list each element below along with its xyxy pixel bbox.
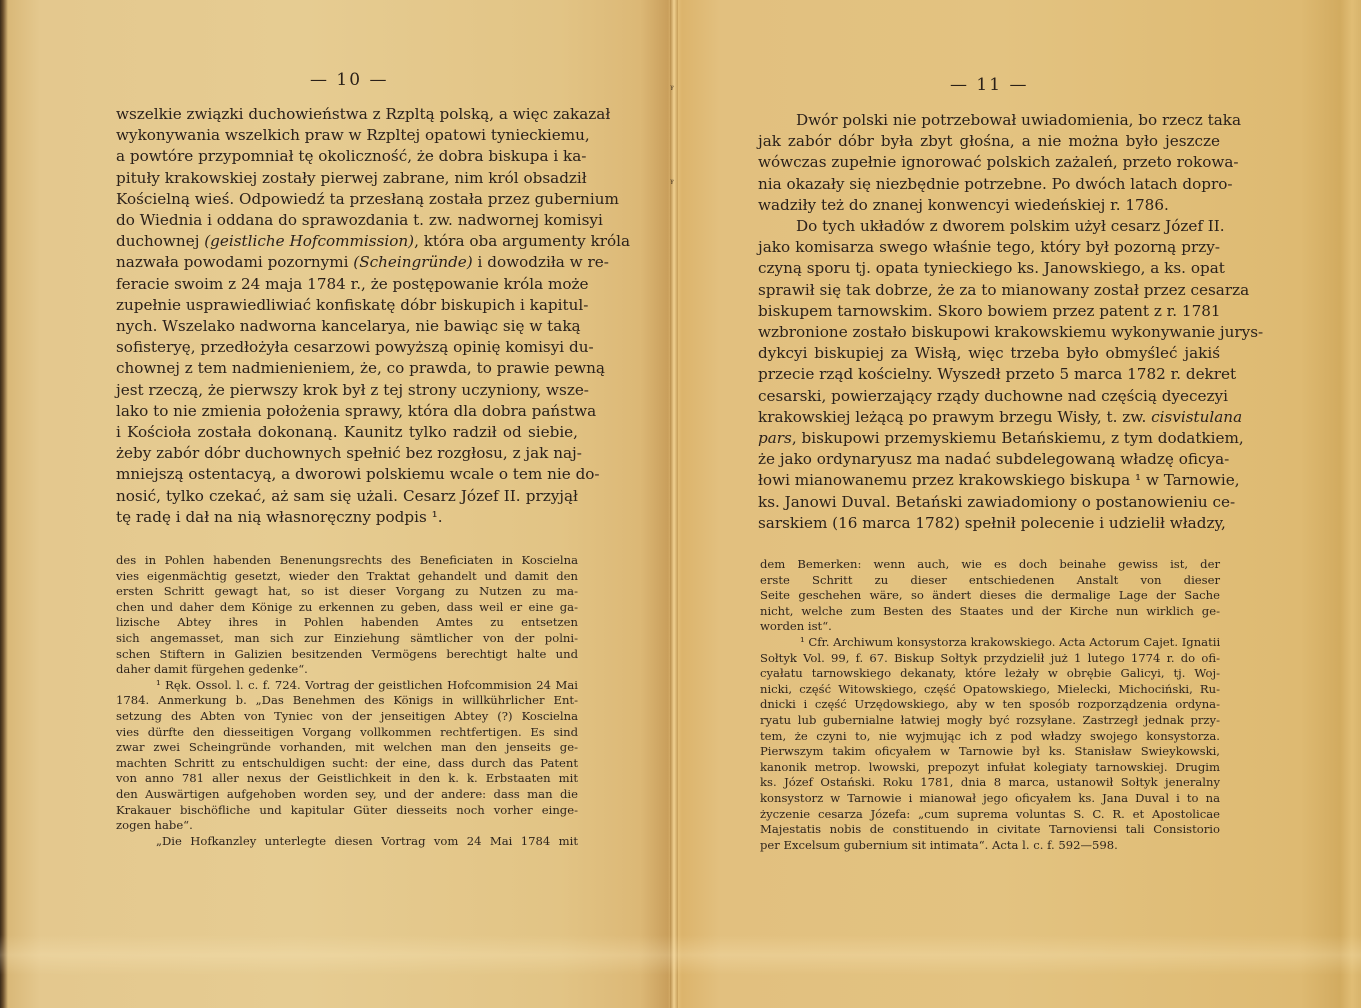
text-line: przecie rząd kościelny. Wyszedł przeto 5 marca 1782 r. dekret bbox=[758, 365, 1237, 384]
footnote-line: vies eigenmächtig gesetzt, wieder den Traktat gehandelt und damit den bbox=[116, 568, 578, 583]
footnote-line: worden ist“. bbox=[760, 619, 832, 634]
text-line: cesarski, powierzający rządy duchowne nad częścią dyecezyi bbox=[758, 386, 1228, 405]
text-line: łowi mianowanemu przez krakowskiego biskupa ¹ w Tarnowie, bbox=[758, 471, 1240, 490]
text-line: i Kościoła została dokonaną. Kaunitz tylko radził od siebie, bbox=[116, 423, 578, 442]
right-page bbox=[678, 0, 1361, 1008]
text-line: chownej z tem nadmienieniem, że, co prawda, to prawie pewną bbox=[116, 359, 605, 378]
text-line: wadziły też do znanej konwencyi wiedeńskiej r. 1786. bbox=[758, 195, 1169, 214]
text-line: jako komisarza swego właśnie tego, który był pozorną przy- bbox=[758, 238, 1220, 257]
book-gutter bbox=[670, 0, 678, 1008]
footnote-line: Pierwszym takim oficyałem w Tarnowie był ks. Stanisław Swieykowski, bbox=[760, 744, 1220, 759]
text-line: nia okazały się niezbędnie potrzebne. Po dwóch latach dopro- bbox=[758, 174, 1233, 193]
footnote-line: von anno 781 aller nexus der Geistlichkeit in den k. k. Erbstaaten mit bbox=[116, 771, 578, 786]
text-line: ks. Janowi Duval. Betański zawiadomiony o postanowieniu ce- bbox=[758, 492, 1236, 511]
text-line: a powtóre przypomniał tę okoliczność, że dobra biskupa i ka- bbox=[116, 147, 587, 166]
italic-term: cisvistulana bbox=[1151, 407, 1243, 426]
text-line: duchownej (geistliche Hofcommission), która oba argumenty króla bbox=[116, 232, 631, 251]
text-line: nosić, tylko czekać, aż sam się użali. Cesarz Józef II. przyjął bbox=[116, 486, 578, 505]
text-line: jak zabór dóbr była zbyt głośna, a nie można było jeszcze bbox=[758, 132, 1220, 151]
text-line: czyną sporu tj. opata tynieckiego ks. Janowskiego, a ks. opat bbox=[758, 259, 1225, 278]
text-line: do Wiednia i oddana do sprawozdania t. zw. nadwornej komisyi bbox=[116, 211, 603, 230]
footnote-line: dem Bemerken: wenn auch, wie es doch beinahe gewiss ist, der bbox=[760, 557, 1220, 571]
footnote-line: chen und daher dem Könige zu erkennen zu geben, dass weil er eine ga- bbox=[116, 599, 578, 614]
footnote-line: Majestatis nobis de constituendo in civitate Tarnoviensi tali Consistorio bbox=[760, 822, 1220, 837]
footnote-line: nicki, część Witowskiego, część Opatowskiego, Mielecki, Michociński, Ru- bbox=[760, 681, 1220, 696]
text-line: Do tych układów z dworem polskim użył cesarz Józef II. bbox=[796, 217, 1225, 236]
footnote-line: ¹ Cfr. Archiwum konsystorza krakowskiego. Acta Actorum Cajet. Ignatii bbox=[800, 634, 1221, 649]
footnote-line: Krakauer bischöfliche und kapitular Güter diesseits noch vorher einge- bbox=[116, 802, 578, 817]
text-line: że jako ordynaryusz ma nadać subdelegowaną władzę oficya- bbox=[758, 450, 1230, 469]
text-line: nych. Wszelako nadworna kancelarya, nie bawiąc się w taką bbox=[116, 317, 581, 336]
footnote-line: kanonik metrop. lwowski, prepozyt infułat kolegiaty tarnowskiej. Drugim bbox=[760, 759, 1220, 774]
italic-term: (geistliche Hofcommission) bbox=[204, 232, 415, 251]
text-line: sprawił się tak dobrze, że za to mianowany został przez cesarza bbox=[758, 280, 1250, 299]
binding-thread-mark: ᵞ bbox=[670, 178, 674, 189]
text-line: wykonywania wszelkich praw w Rzpltej opatowi tynieckiemu, bbox=[116, 126, 590, 145]
text-line: nazwała powodami pozornymi (Scheingründe) i dowodziła w re- bbox=[116, 253, 609, 272]
text-line: biskupem tarnowskim. Skoro bowiem przez patent z r. 1781 bbox=[758, 301, 1221, 320]
text-line: Dwór polski nie potrzebował uwiadomienia, bo rzecz taka bbox=[796, 111, 1242, 129]
footnote-line: tem, że czyni to, nie wyjmując ich z pod władzy swojego konsystorza. bbox=[760, 728, 1220, 743]
left-page bbox=[0, 0, 670, 1008]
text-line: tę radę i dał na nią własnoręczny podpis ¹. bbox=[116, 507, 443, 526]
footnotes bbox=[116, 553, 578, 849]
footnote-line: cyałatu tarnowskiego dekanaty, które leżały w obrębie Galicyi, tj. Woj- bbox=[760, 666, 1220, 681]
body-text bbox=[758, 110, 1264, 534]
footnote-line: des in Pohlen habenden Benenungsrechts des Beneficiaten in Koscielna bbox=[116, 553, 578, 567]
text-line: wzbronione zostało biskupowi krakowskiemu wykonywanie jurys- bbox=[758, 323, 1264, 342]
footnote-line: per Excelsum gubernium sit intimata“. Acta l. c. f. 592—598. bbox=[760, 837, 1118, 852]
footnote-line: setzung des Abten von Tyniec von der jenseitigen Abtey (?) Koscielna bbox=[116, 708, 578, 723]
footnote-line: lizische Abtey ihres in Pohlen habenden Amtes zu entsetzen bbox=[116, 615, 578, 630]
text-line: feracie swoim z 24 maja 1784 r., że postępowanie króla może bbox=[116, 274, 589, 293]
footnote-line: Seite geschehen wäre, so ändert dieses die dermalige Lage der Sache bbox=[760, 588, 1220, 603]
footnote-line: erste Schritt zu dieser entschiedenen Anstalt von dieser bbox=[760, 572, 1220, 587]
footnote-line: konsystorz w Tarnowie i mianował jego oficyałem ks. Jana Duval i to na bbox=[760, 790, 1220, 805]
footnote-line: ryatu lub gubernialne łatwiej mogły być rozsyłane. Zastrzegł jednak przy- bbox=[760, 712, 1220, 727]
text-line: lako to nie zmienia położenia sprawy, która dla dobra państwa bbox=[116, 401, 597, 420]
footnote-line: daher damit fürgehen gedenke“. bbox=[116, 662, 308, 677]
italic-term: (Scheingründe) bbox=[353, 253, 473, 272]
footnote-line: dnicki i część Urzędowskiego, aby w ten sposób rozporządzenia ordyna- bbox=[760, 697, 1220, 712]
text-line: żeby zabór dóbr duchownych spełnić bez rozgłosu, z jak naj- bbox=[116, 444, 582, 463]
text-line: mniejszą ostentacyą, a dworowi polskiemu wcale o tem nie do- bbox=[116, 465, 600, 484]
footnote-line: „Die Hofkanzley unterlegte diesen Vortrag vom 24 Mai 1784 mit bbox=[156, 833, 578, 848]
footnote-line: sich angemasset, man sich zur Einziehung sämtlicher von der polni- bbox=[116, 630, 578, 645]
footnote-line: życzenie cesarza Józefa: „cum suprema voluntas S. C. R. et Apostolicae bbox=[760, 806, 1220, 821]
footnote-line: nicht, welche zum Besten des Staates und der Kirche nun wirklich ge- bbox=[760, 603, 1220, 618]
page-number: — 11 — bbox=[950, 75, 1029, 95]
text-line: wówczas zupełnie ignorować polskich zażaleń, przeto rokowa- bbox=[758, 153, 1239, 172]
footnote-line: ks. Józef Ostański. Roku 1781, dnia 8 marca, ustanowił Sołtyk jeneralny bbox=[760, 775, 1220, 790]
footnote-line: ¹ Ręk. Ossol. l. c. f. 724. Vortrag der geistlichen Hofcommision 24 Mai bbox=[156, 677, 578, 692]
text-line: Kościelną wieś. Odpowiedź ta przesłaną została przez gubernium bbox=[116, 189, 619, 208]
footnote-line: 1784. Anmerkung b. „Das Benehmen des Königs in willkührlicher Ent- bbox=[116, 693, 578, 708]
footnote-line: den Auswärtigen aufgehoben worden sey, und der andere: dass man die bbox=[116, 786, 578, 801]
footnote-line: ersten Schritt gewagt hat, so ist dieser Vorgang zu Nutzen zu ma- bbox=[116, 584, 578, 599]
text-line: sarskiem (16 marca 1782) spełnił polecenie i udzielił władzy, bbox=[758, 513, 1226, 532]
footnote-line: Sołtyk Vol. 99, f. 67. Biskup Sołtyk przydzielił już 1 lutego 1774 r. do ofi- bbox=[760, 650, 1220, 665]
text-line: dykcyi biskupiej za Wisłą, więc trzeba było obmyśleć jakiś bbox=[758, 344, 1220, 363]
binding-thread-mark: ᵞ bbox=[670, 84, 674, 95]
footnotes bbox=[760, 557, 1220, 853]
italic-term: pars bbox=[758, 429, 792, 448]
text-line: sofisteryę, przedłożyła cesarzowi powyższą opinię komisyi du- bbox=[116, 338, 594, 357]
text-line: pars, biskupowi przemyskiemu Betańskiemu, z tym dodatkiem, bbox=[758, 429, 1244, 448]
text-line: pituły krakowskiej zostały pierwej zabrane, nim król obsadził bbox=[116, 168, 587, 187]
text-line: krakowskiej leżącą po prawym brzegu Wisły, t. zw. cisvistulana bbox=[758, 407, 1243, 426]
page-number: — 10 — bbox=[310, 70, 389, 90]
text-line: jest rzeczą, że pierwszy krok był z tej strony uczyniony, wsze- bbox=[116, 380, 589, 399]
footnote-line: vies dürfte den diesseitigen Vorgang vollkommen rechtfertigen. Es sind bbox=[116, 724, 578, 739]
footnote-line: machten Schritt zu entschuldigen sucht: der eine, dass durch das Patent bbox=[116, 755, 578, 770]
footnote-line: zogen habe“. bbox=[116, 818, 193, 833]
footnote-line: schen Stiftern in Galizien besitzenden Vermögens berechtigt halte und bbox=[116, 646, 578, 661]
text-line: wszelkie związki duchowieństwa z Rzpltą polską, a więc zakazał bbox=[116, 105, 611, 123]
body-text bbox=[116, 104, 631, 528]
footnote-line: zwar zwei Scheingründe vorhanden, mit welchen man den jenseits ge- bbox=[116, 740, 578, 755]
text-line: zupełnie usprawiedliwiać konfiskatę dóbr biskupich i kapitul- bbox=[116, 295, 589, 314]
